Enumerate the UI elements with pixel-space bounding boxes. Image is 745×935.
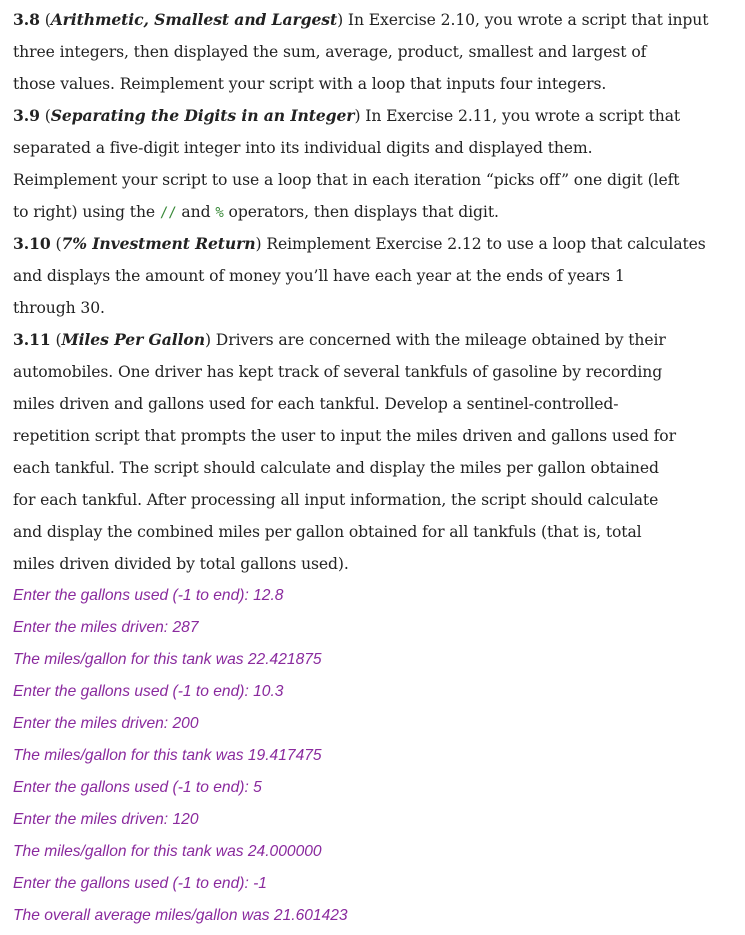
- body-text: Drivers are concerned with the mileage obtained by their: [210, 331, 666, 349]
- title-open-paren: (: [39, 107, 51, 125]
- body-text: In Exercise 2.11, you wrote a script that: [360, 107, 681, 125]
- body-text: Reimplement Exercise 2.12 to use a loop that calculates: [261, 235, 706, 253]
- output-line: Enter the gallons used (-1 to end): 12.8: [13, 587, 284, 604]
- exercise-3-11-line-1: [13, 324, 738, 356]
- exercise-3-11-line-8: miles driven divided by total gallons used).: [13, 555, 349, 573]
- exercise-3-10-line-3: through 30.: [13, 299, 105, 317]
- exercise-number: 3.11: [13, 330, 51, 349]
- output-line: Enter the gallons used (-1 to end): 10.3: [13, 683, 284, 700]
- title-open-paren: (: [39, 11, 51, 29]
- exercise-3-8-line-3: those values. Reimplement your script with a loop that inputs four integers.: [13, 75, 607, 93]
- exercise-3-11-line-3: miles driven and gallons used for each tankful. Develop a sentinel-controlled-: [13, 395, 619, 413]
- title-close-paren: ): [204, 331, 211, 349]
- body-text: to right) using the: [13, 203, 160, 221]
- output-line: Enter the miles driven: 287: [13, 619, 199, 636]
- body-text: and: [176, 203, 216, 221]
- exercise-3-8-line-1: [13, 4, 738, 36]
- exercise-3-11-line-2: automobiles. One driver has kept track of several tankfuls of gasoline by recording: [13, 363, 663, 381]
- sample-output: [13, 580, 738, 932]
- exercise-title: 7% Investment Return: [61, 234, 256, 253]
- title-close-paren: ): [337, 11, 344, 29]
- title-close-paren: ): [354, 107, 361, 125]
- body-text: operators, then displays that digit.: [223, 203, 499, 221]
- exercise-3-9-line-3: Reimplement your script to use a loop that in each iteration “picks off” one digit (left: [13, 171, 680, 189]
- floor-division-operator: //: [159, 205, 177, 221]
- body-text: In Exercise 2.10, you wrote a script that input: [343, 11, 709, 29]
- title-close-paren: ): [255, 235, 262, 253]
- exercise-3-11-line-4: repetition script that prompts the user to input the miles driven and gallons used for: [13, 427, 676, 445]
- exercise-3-11-line-7: and display the combined miles per gallon obtained for all tankfuls (that is, total: [13, 523, 642, 541]
- output-line: Enter the miles driven: 120: [13, 811, 199, 828]
- output-line: The miles/gallon for this tank was 19.417475: [13, 747, 322, 764]
- exercise-page: [13, 4, 738, 932]
- exercise-number: 3.8: [13, 10, 40, 29]
- exercise-title: Arithmetic, Smallest and Largest: [50, 10, 338, 29]
- title-open-paren: (: [50, 331, 62, 349]
- output-line: The miles/gallon for this tank was 24.000000: [13, 843, 322, 860]
- exercise-3-9-line-2: separated a five-digit integer into its individual digits and displayed them.: [13, 139, 593, 157]
- output-line: Enter the gallons used (-1 to end): 5: [13, 779, 262, 796]
- exercise-3-10-line-1: [13, 228, 738, 260]
- exercise-3-10-line-2: and displays the amount of money you’ll have each year at the ends of years 1: [13, 267, 625, 285]
- title-open-paren: (: [50, 235, 62, 253]
- output-line: The overall average miles/gallon was 21.601423: [13, 907, 348, 924]
- exercise-3-9-line-1: [13, 100, 738, 132]
- exercise-3-11-line-5: each tankful. The script should calculate and display the miles per gallon obtained: [13, 459, 659, 477]
- output-line: Enter the miles driven: 200: [13, 715, 199, 732]
- output-line: The miles/gallon for this tank was 22.421875: [13, 651, 322, 668]
- exercise-3-11-line-6: for each tankful. After processing all input information, the script should calculate: [13, 491, 659, 509]
- exercise-3-8-line-2: three integers, then displayed the sum, average, product, smallest and largest of: [13, 43, 647, 61]
- exercise-title: Separating the Digits in an Integer: [50, 106, 355, 125]
- output-line: Enter the gallons used (-1 to end): -1: [13, 875, 267, 892]
- exercise-title: Miles Per Gallon: [61, 330, 205, 349]
- modulus-operator: %: [215, 205, 224, 221]
- exercise-3-9-line-4: [13, 196, 738, 228]
- exercise-number: 3.9: [13, 106, 40, 125]
- exercise-number: 3.10: [13, 234, 51, 253]
